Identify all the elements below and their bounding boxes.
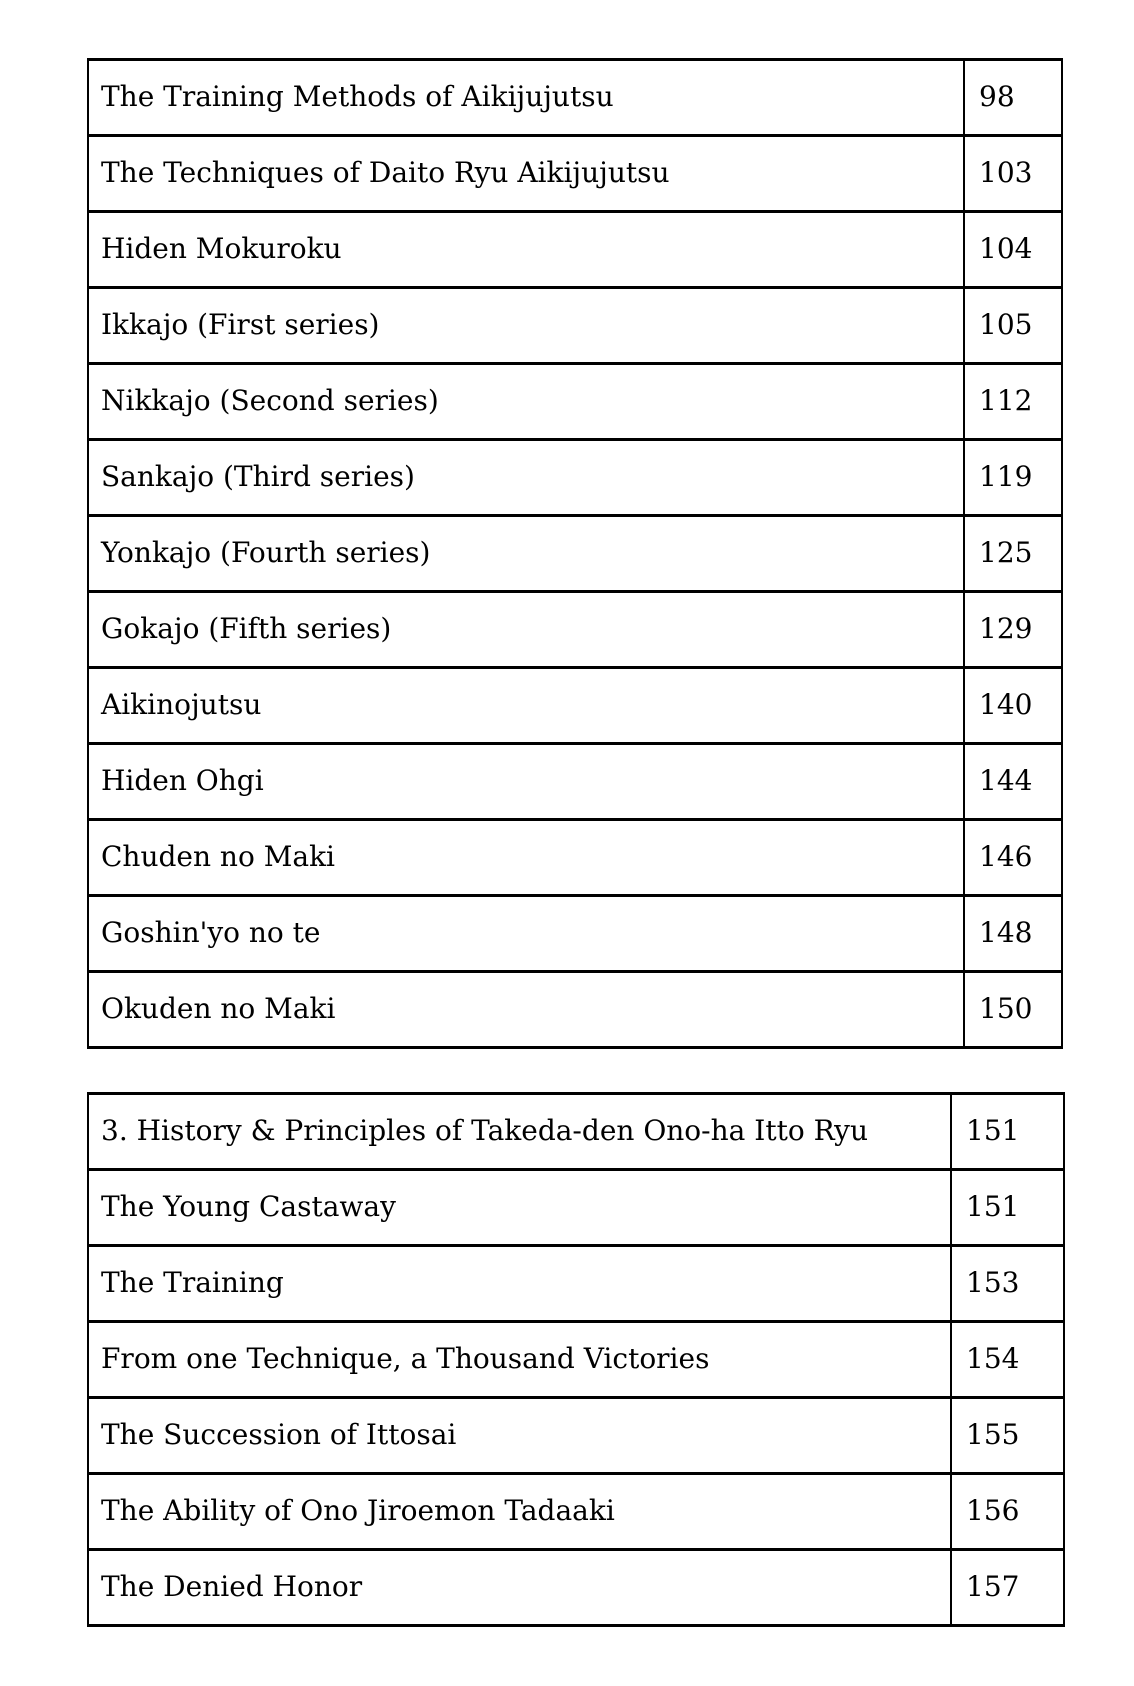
toc-entry-page-number: 103 <box>964 136 1062 212</box>
toc-entry-title: Gokajo (Fifth series) <box>88 592 964 668</box>
toc-entry-page-number: 156 <box>951 1474 1064 1550</box>
toc-row <box>88 1246 1064 1322</box>
toc-entry-title: The Young Castaway <box>88 1170 951 1246</box>
toc-entry-title: Ikkajo (First series) <box>88 288 964 364</box>
toc-row <box>88 896 1062 972</box>
toc-entry-title: Hiden Mokuroku <box>88 212 964 288</box>
toc-entry-title: From one Technique, a Thousand Victories <box>88 1322 951 1398</box>
toc-entry-page-number: 148 <box>964 896 1062 972</box>
toc-entry-title: The Techniques of Daito Ryu Aikijujutsu <box>88 136 964 212</box>
toc-table-itto-ryu <box>87 1092 1065 1627</box>
toc-row <box>88 1170 1064 1246</box>
toc-row <box>88 288 1062 364</box>
toc-row <box>88 60 1062 136</box>
toc-entry-title: 3. History & Principles of Takeda-den Ono-ha Itto Ryu <box>88 1094 951 1170</box>
toc-row <box>88 364 1062 440</box>
toc-entry-title: The Training Methods of Aikijujutsu <box>88 60 964 136</box>
toc-entry-page-number: 105 <box>964 288 1062 364</box>
toc-entry-page-number: 146 <box>964 820 1062 896</box>
toc-row <box>88 136 1062 212</box>
toc-entry-title: Chuden no Maki <box>88 820 964 896</box>
toc-entry-page-number: 144 <box>964 744 1062 820</box>
toc-entry-page-number: 155 <box>951 1398 1064 1474</box>
toc-entry-title: The Denied Honor <box>88 1550 951 1626</box>
toc-entry-page-number: 154 <box>951 1322 1064 1398</box>
toc-entry-title: Nikkajo (Second series) <box>88 364 964 440</box>
toc-table-aikijujutsu <box>87 58 1063 1049</box>
toc-entry-page-number: 104 <box>964 212 1062 288</box>
toc-row <box>88 516 1062 592</box>
toc-row <box>88 440 1062 516</box>
toc-entry-title: Yonkajo (Fourth series) <box>88 516 964 592</box>
toc-entry-title: The Ability of Ono Jiroemon Tadaaki <box>88 1474 951 1550</box>
toc-row <box>88 972 1062 1048</box>
toc-row <box>88 1094 1064 1170</box>
toc-entry-page-number: 151 <box>951 1170 1064 1246</box>
toc-entry-page-number: 153 <box>951 1246 1064 1322</box>
toc-row <box>88 592 1062 668</box>
toc-entry-title: The Succession of Ittosai <box>88 1398 951 1474</box>
toc-entry-page-number: 125 <box>964 516 1062 592</box>
toc-entry-page-number: 157 <box>951 1550 1064 1626</box>
toc-row <box>88 212 1062 288</box>
toc-row <box>88 668 1062 744</box>
toc-row <box>88 1550 1064 1626</box>
toc-entry-title: Okuden no Maki <box>88 972 964 1048</box>
toc-entry-page-number: 119 <box>964 440 1062 516</box>
toc-row <box>88 744 1062 820</box>
toc-entry-title: Aikinojutsu <box>88 668 964 744</box>
toc-row <box>88 1322 1064 1398</box>
toc-entry-page-number: 112 <box>964 364 1062 440</box>
toc-entry-title: Hiden Ohgi <box>88 744 964 820</box>
toc-row <box>88 1474 1064 1550</box>
toc-page <box>0 58 1134 1686</box>
toc-entry-page-number: 140 <box>964 668 1062 744</box>
toc-row <box>88 820 1062 896</box>
toc-entry-page-number: 98 <box>964 60 1062 136</box>
toc-entry-page-number: 150 <box>964 972 1062 1048</box>
toc-entry-page-number: 129 <box>964 592 1062 668</box>
toc-row <box>88 1398 1064 1474</box>
toc-entry-page-number: 151 <box>951 1094 1064 1170</box>
toc-entry-title: The Training <box>88 1246 951 1322</box>
toc-entry-title: Goshin'yo no te <box>88 896 964 972</box>
toc-entry-title: Sankajo (Third series) <box>88 440 964 516</box>
